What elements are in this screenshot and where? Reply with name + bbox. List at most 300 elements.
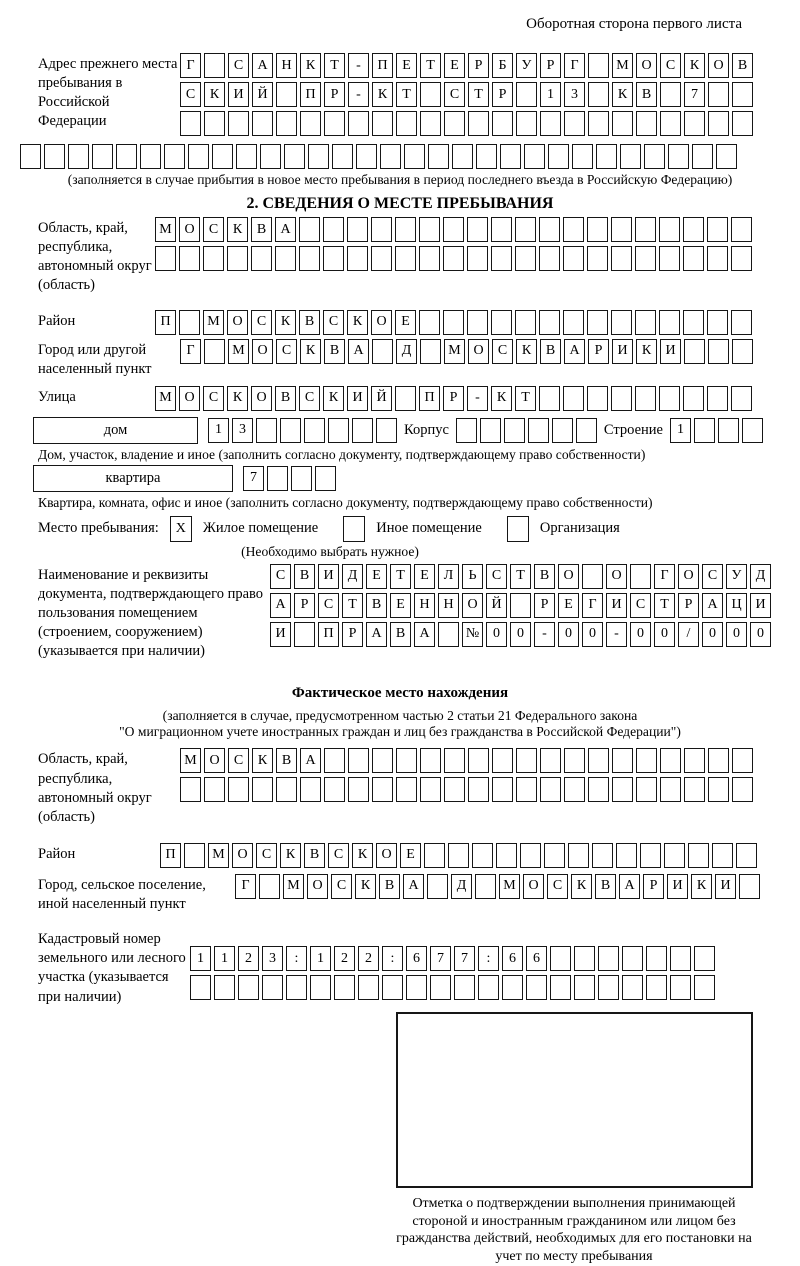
actual-gorod-input-row[interactable] <box>235 874 760 899</box>
prev-address-rows <box>180 53 753 140</box>
char-cell: Р <box>443 386 464 411</box>
char-cell: К <box>684 53 705 78</box>
char-cell <box>708 777 729 802</box>
char-cell: В <box>275 386 296 411</box>
char-cell: А <box>252 53 273 78</box>
char-cell <box>611 310 632 335</box>
char-cell: А <box>414 622 435 647</box>
actual-raion-block <box>38 843 800 868</box>
char-cell <box>396 777 417 802</box>
char-cell <box>420 82 441 107</box>
char-cell <box>358 975 379 1000</box>
char-cell <box>540 111 561 136</box>
char-cell <box>348 777 369 802</box>
char-cell: 1 <box>214 946 235 971</box>
char-cell: В <box>390 622 411 647</box>
char-cell <box>588 777 609 802</box>
char-cell <box>660 748 681 773</box>
char-cell: О <box>232 843 253 868</box>
char-cell: В <box>379 874 400 899</box>
char-cell: О <box>307 874 328 899</box>
char-cell: К <box>491 386 512 411</box>
char-cell <box>540 777 561 802</box>
actual-oblast-input-row-1[interactable] <box>180 748 753 773</box>
char-cell: У <box>726 564 747 589</box>
char-cell <box>564 748 585 773</box>
char-cell <box>616 843 637 868</box>
char-cell <box>380 144 401 169</box>
char-cell: 0 <box>582 622 603 647</box>
residence-type-label: Место пребывания: <box>38 520 159 537</box>
char-cell <box>238 975 259 1000</box>
char-cell: А <box>403 874 424 899</box>
char-cell <box>324 111 345 136</box>
prev-address-input-row-4[interactable] <box>20 144 800 169</box>
char-cell <box>659 386 680 411</box>
char-cell: 1 <box>190 946 211 971</box>
char-cell <box>659 310 680 335</box>
char-cell <box>718 418 739 443</box>
char-cell <box>204 53 225 78</box>
char-cell: Г <box>235 874 256 899</box>
char-cell: У <box>516 53 537 78</box>
char-cell <box>492 748 513 773</box>
char-cell <box>180 111 201 136</box>
char-cell <box>528 418 549 443</box>
char-cell: Т <box>468 82 489 107</box>
char-cell: М <box>155 217 176 242</box>
char-cell <box>180 777 201 802</box>
char-cell <box>576 418 597 443</box>
char-cell: К <box>280 843 301 868</box>
char-cell <box>563 217 584 242</box>
char-cell <box>480 418 501 443</box>
section2-title: 2. СВЕДЕНИЯ О МЕСТЕ ПРЕБЫВАНИЯ <box>246 195 554 212</box>
actual-raion-label: Район <box>38 845 76 862</box>
char-cell: С <box>492 339 513 364</box>
char-cell: Р <box>588 339 609 364</box>
char-cell <box>204 111 225 136</box>
char-cell <box>612 748 633 773</box>
char-cell: Д <box>451 874 472 899</box>
char-cell <box>516 748 537 773</box>
char-cell: Т <box>390 564 411 589</box>
prev-address-input-row-1[interactable] <box>180 53 753 78</box>
char-cell <box>428 144 449 169</box>
char-cell: С <box>547 874 568 899</box>
char-cell <box>468 748 489 773</box>
document-input-row-3[interactable] <box>270 622 771 647</box>
char-cell <box>504 418 525 443</box>
char-cell: А <box>619 874 640 899</box>
gorod-label: Город или другой населенный пункт <box>38 341 152 377</box>
char-cell: С <box>203 386 224 411</box>
oblast-input-row-1[interactable] <box>155 217 752 242</box>
char-cell <box>683 386 704 411</box>
prev-address-input-row-3[interactable] <box>180 111 753 136</box>
char-cell: С <box>180 82 201 107</box>
char-cell <box>443 217 464 242</box>
char-cell <box>267 466 288 491</box>
char-cell <box>707 217 728 242</box>
char-cell: К <box>300 53 321 78</box>
document-input-row-1[interactable] <box>270 564 771 589</box>
char-cell: Н <box>438 593 459 618</box>
char-cell <box>731 310 752 335</box>
char-cell <box>420 339 441 364</box>
char-cell <box>491 246 512 271</box>
char-cell: С <box>318 593 339 618</box>
char-cell <box>515 217 536 242</box>
char-cell <box>620 144 641 169</box>
char-cell: М <box>228 339 249 364</box>
char-cell: О <box>252 339 273 364</box>
char-cell <box>732 777 753 802</box>
char-cell <box>304 418 325 443</box>
char-cell <box>476 144 497 169</box>
char-cell <box>228 777 249 802</box>
char-cell: М <box>444 339 465 364</box>
char-cell <box>300 111 321 136</box>
char-cell: К <box>516 339 537 364</box>
char-cell: 7 <box>454 946 475 971</box>
char-cell <box>622 975 643 1000</box>
actual-oblast-input-row-2[interactable] <box>180 777 753 802</box>
char-cell <box>664 843 685 868</box>
char-cell: О <box>636 53 657 78</box>
char-cell <box>708 748 729 773</box>
char-cell <box>732 748 753 773</box>
char-cell: К <box>347 310 368 335</box>
raion-input-row[interactable] <box>155 310 752 335</box>
char-cell <box>694 418 715 443</box>
char-cell <box>732 339 753 364</box>
korpus-input-cells[interactable] <box>456 418 597 443</box>
char-cell: И <box>667 874 688 899</box>
char-cell <box>660 777 681 802</box>
char-cell <box>227 246 248 271</box>
char-cell <box>611 217 632 242</box>
char-cell: В <box>534 564 555 589</box>
char-cell: К <box>300 339 321 364</box>
char-cell <box>660 111 681 136</box>
oblast-label: Область, край, республика, автономный округ (область) <box>38 220 152 294</box>
char-cell <box>448 843 469 868</box>
char-cell <box>310 975 331 1000</box>
char-cell <box>44 144 65 169</box>
char-cell <box>732 82 753 107</box>
raion-block <box>38 310 800 335</box>
kadastr-input-row-1[interactable] <box>190 946 715 971</box>
char-cell: Й <box>252 82 273 107</box>
document-label: Наименование и реквизиты документа, подтверждающего право пользования помещением (строением, сооружением) (указывается при наличии) <box>38 566 264 660</box>
char-cell <box>712 843 733 868</box>
char-cell <box>707 310 728 335</box>
char-cell: С <box>299 386 320 411</box>
char-cell: П <box>318 622 339 647</box>
char-cell: Е <box>395 310 416 335</box>
char-cell: С <box>630 593 651 618</box>
char-cell: О <box>468 339 489 364</box>
char-cell <box>236 144 257 169</box>
char-cell <box>516 777 537 802</box>
char-cell <box>472 843 493 868</box>
char-cell <box>419 310 440 335</box>
char-cell <box>347 246 368 271</box>
char-cell <box>670 975 691 1000</box>
char-cell: 2 <box>334 946 355 971</box>
char-cell: Е <box>558 593 579 618</box>
char-cell <box>659 217 680 242</box>
char-cell <box>646 975 667 1000</box>
char-cell <box>323 246 344 271</box>
char-cell <box>668 144 689 169</box>
stroenie-label: Строение <box>603 421 663 438</box>
char-cell <box>516 82 537 107</box>
char-cell: С <box>331 874 352 899</box>
char-cell <box>670 946 691 971</box>
char-cell <box>475 874 496 899</box>
char-cell: Е <box>396 53 417 78</box>
char-cell <box>568 843 589 868</box>
actual-raion-input-row[interactable] <box>160 843 757 868</box>
char-cell <box>190 975 211 1000</box>
char-cell <box>550 946 571 971</box>
char-cell <box>444 777 465 802</box>
char-cell <box>424 843 445 868</box>
prev-address-label: Адрес прежнего места пребывания в Российской Федерации <box>38 56 178 130</box>
char-cell: Р <box>678 593 699 618</box>
char-cell: А <box>275 217 296 242</box>
char-cell: 0 <box>750 622 771 647</box>
char-cell <box>456 418 477 443</box>
char-cell <box>276 82 297 107</box>
char-cell <box>683 310 704 335</box>
char-cell: С <box>323 310 344 335</box>
char-cell <box>203 246 224 271</box>
char-cell <box>275 246 296 271</box>
char-cell: В <box>540 339 561 364</box>
char-cell <box>564 111 585 136</box>
char-cell <box>707 246 728 271</box>
char-cell <box>179 246 200 271</box>
char-cell <box>92 144 113 169</box>
char-cell <box>300 777 321 802</box>
char-cell: И <box>347 386 368 411</box>
kvartira-box-label: квартира <box>33 465 233 492</box>
char-cell <box>742 418 763 443</box>
char-cell <box>515 310 536 335</box>
kadastr-input-row-2[interactable] <box>190 975 715 1000</box>
char-cell: К <box>372 82 393 107</box>
char-cell <box>204 777 225 802</box>
char-cell: : <box>382 946 403 971</box>
dom-block <box>33 417 800 444</box>
oblast-input-row-2[interactable] <box>155 246 752 271</box>
char-cell <box>684 777 705 802</box>
char-cell <box>334 975 355 1000</box>
char-cell: 7 <box>243 466 264 491</box>
char-cell: А <box>300 748 321 773</box>
char-cell: В <box>276 748 297 773</box>
char-cell <box>635 386 656 411</box>
kadastr-block <box>38 928 800 1007</box>
char-cell <box>382 975 403 1000</box>
char-cell: П <box>155 310 176 335</box>
char-cell <box>588 82 609 107</box>
char-cell <box>444 111 465 136</box>
char-cell: Т <box>342 593 363 618</box>
char-cell: 1 <box>208 418 229 443</box>
char-cell <box>731 246 752 271</box>
checkbox-zhiloe-pomeshchenie[interactable]: X <box>170 516 192 542</box>
char-cell <box>276 777 297 802</box>
char-cell: С <box>228 748 249 773</box>
char-cell: 3 <box>262 946 283 971</box>
char-cell: С <box>276 339 297 364</box>
char-cell: И <box>606 593 627 618</box>
char-cell <box>395 246 416 271</box>
char-cell <box>611 246 632 271</box>
kvartira-block <box>33 465 800 492</box>
char-cell: И <box>318 564 339 589</box>
char-cell: А <box>270 593 291 618</box>
actual-oblast-rows <box>180 748 753 806</box>
char-cell: И <box>270 622 291 647</box>
stroenie-input-cells[interactable] <box>670 418 763 443</box>
char-cell: К <box>204 82 225 107</box>
char-cell <box>228 111 249 136</box>
char-cell <box>420 777 441 802</box>
char-cell: М <box>208 843 229 868</box>
document-block <box>38 564 800 662</box>
char-cell <box>572 144 593 169</box>
char-cell: К <box>227 386 248 411</box>
char-cell <box>478 975 499 1000</box>
char-cell: Е <box>390 593 411 618</box>
char-cell <box>660 82 681 107</box>
char-cell: Д <box>342 564 363 589</box>
char-cell <box>419 246 440 271</box>
char-cell <box>396 748 417 773</box>
char-cell <box>372 777 393 802</box>
char-cell <box>694 946 715 971</box>
char-cell <box>467 217 488 242</box>
char-cell: О <box>523 874 544 899</box>
char-cell: А <box>348 339 369 364</box>
kadastr-label: Кадастровый номер земельного или лесного участка (указывается при наличии) <box>38 931 186 1005</box>
gorod-input-row[interactable] <box>180 339 753 364</box>
char-cell <box>598 975 619 1000</box>
char-cell: Р <box>324 82 345 107</box>
char-cell: 0 <box>558 622 579 647</box>
char-cell: Р <box>342 622 363 647</box>
char-cell: К <box>275 310 296 335</box>
char-cell <box>515 246 536 271</box>
char-cell: П <box>372 53 393 78</box>
char-cell: Ц <box>726 593 747 618</box>
char-cell <box>395 386 416 411</box>
actual-location-note-1: (заполняется в случае, предусмотренном частью 2 статьи 21 Федерального закона <box>162 708 638 724</box>
char-cell <box>492 111 513 136</box>
char-cell: О <box>376 843 397 868</box>
char-cell <box>420 748 441 773</box>
char-cell <box>492 777 513 802</box>
char-cell: К <box>355 874 376 899</box>
char-cell <box>692 144 713 169</box>
prev-address-block <box>38 53 800 140</box>
char-cell: П <box>419 386 440 411</box>
char-cell <box>683 217 704 242</box>
char-cell: Е <box>444 53 465 78</box>
document-input-row-2[interactable] <box>270 593 771 618</box>
char-cell <box>212 144 233 169</box>
char-cell: Т <box>324 53 345 78</box>
char-cell <box>636 748 657 773</box>
char-cell <box>116 144 137 169</box>
char-cell: Й <box>486 593 507 618</box>
char-cell <box>731 217 752 242</box>
char-cell: 3 <box>232 418 253 443</box>
char-cell <box>430 975 451 1000</box>
char-cell <box>587 310 608 335</box>
char-cell: 1 <box>310 946 331 971</box>
checkbox-inoe-pomeshchenie[interactable] <box>343 516 365 542</box>
char-cell: 6 <box>406 946 427 971</box>
char-cell <box>659 246 680 271</box>
char-cell <box>299 217 320 242</box>
char-cell <box>644 144 665 169</box>
gorod-block <box>38 339 800 379</box>
char-cell <box>164 144 185 169</box>
char-cell <box>406 975 427 1000</box>
char-cell <box>539 246 560 271</box>
dom-input-cells[interactable] <box>208 418 397 443</box>
prev-address-input-row-2[interactable] <box>180 82 753 107</box>
char-cell: С <box>444 82 465 107</box>
char-cell <box>539 217 560 242</box>
char-cell <box>588 53 609 78</box>
confirmation-stamp-caption: Отметка о подтверждении выполнения принимающей стороной и иностранным гражданином или лицом без гражданства действий, необходимых для его постановки на учет по месту пребывания <box>396 1195 752 1265</box>
korpus-label: Корпус <box>404 421 449 438</box>
char-cell: М <box>203 310 224 335</box>
char-cell <box>184 843 205 868</box>
option-label-organizatsiya: Организация <box>539 520 620 537</box>
kvartira-input-cells[interactable] <box>243 466 336 491</box>
char-cell: Г <box>582 593 603 618</box>
char-cell: С <box>203 217 224 242</box>
char-cell <box>520 843 541 868</box>
char-cell <box>684 111 705 136</box>
char-cell <box>454 975 475 1000</box>
char-cell: 1 <box>540 82 561 107</box>
char-cell: А <box>702 593 723 618</box>
char-cell <box>736 843 757 868</box>
char-cell: К <box>691 874 712 899</box>
ulitsa-input-row[interactable] <box>155 386 752 411</box>
char-cell: М <box>612 53 633 78</box>
char-cell <box>552 418 573 443</box>
char-cell: № <box>462 622 483 647</box>
char-cell: Ь <box>462 564 483 589</box>
char-cell: Е <box>400 843 421 868</box>
char-cell <box>491 217 512 242</box>
char-cell <box>155 246 176 271</box>
char-cell <box>179 310 200 335</box>
char-cell: Й <box>371 386 392 411</box>
char-cell <box>332 144 353 169</box>
checkbox-organizatsiya[interactable] <box>507 516 529 542</box>
